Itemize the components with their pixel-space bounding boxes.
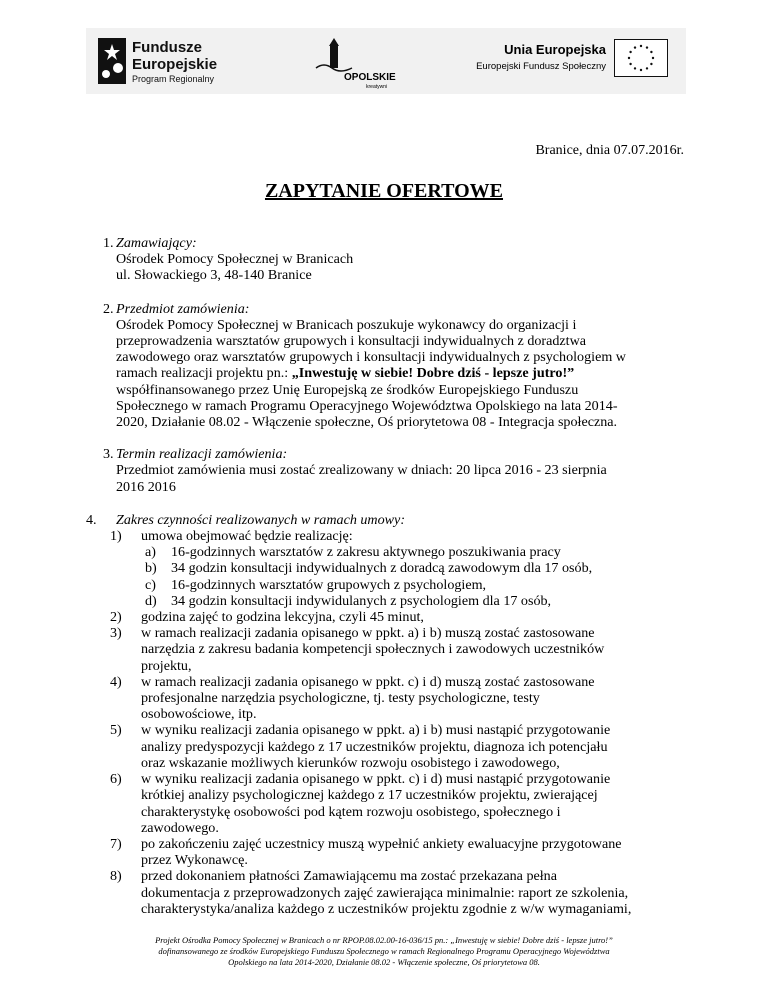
fe-line3: Program Regionalny (132, 74, 215, 84)
logo-bar (86, 28, 686, 94)
sub-item (141, 544, 686, 560)
text-line: 2016 2016 (116, 478, 176, 495)
section-przedmiot (86, 301, 686, 431)
text-line: projektu, (141, 657, 192, 674)
footer-line: Projekt Ośrodka Pomocy Społecznej w Branicach o nr RPOP.08.02.00-16-036/15 pn.: „Inwestuję w siebie! Dobre dziś - lepsze jutro!” (155, 935, 613, 945)
list-item (110, 528, 686, 609)
text-line: w ramach realizacji zadania opisanego w ppkt. c) i d) muszą zostać zastosowane (141, 673, 595, 690)
text-line: w wyniku realizacji zadania opisanego w ppkt. c) i d) musi nastąpić przygotowanie (141, 771, 611, 788)
text-line: zawodowego oraz warsztatów grupowych i konsultacji indywidualnych z psychologiem w (116, 349, 626, 366)
list-item (110, 868, 686, 917)
text-line: przeprowadzenia warsztatów grupowych i konsultacji indywidualnych z doradztwa (116, 333, 587, 350)
text-line: w ramach realizacji zadania opisanego w ppkt. a) i b) muszą zostać zastosowane (141, 625, 595, 642)
list-item (110, 722, 686, 771)
page-footer (70, 935, 698, 968)
opolskie-logo (314, 38, 404, 88)
text-line: godzina zajęć to godzina lekcyjna, czyli 45 minut, (141, 609, 424, 626)
text-line: Społecznego w ramach Programu Operacyjnego Województwa Opolskiego na lata 2014- (116, 397, 618, 414)
page-title: ZAPYTANIE OFERTOWE (264, 180, 504, 202)
section-number: 1. (103, 235, 114, 251)
text-line: zawodowego. (141, 819, 219, 836)
text-line: profesjonalne narzędzia psychologiczne, tj. testy psychologiczne, testy (141, 690, 540, 707)
fe-line1: Fundusze (132, 39, 202, 56)
section-zamawiajacy (86, 235, 686, 284)
text-line: umowa obejmować będzie realizację: (141, 528, 353, 545)
sub-letter: c) (145, 576, 156, 593)
section-heading: Zamawiający: (116, 235, 197, 251)
item-number: 7) (110, 835, 122, 852)
item-number: 5) (110, 722, 122, 739)
opolskie-tag: kreatywni (366, 84, 388, 90)
sub-item (141, 593, 686, 609)
list-item (110, 625, 686, 674)
footer-line: dofinansowanego ze środków Europejskiego Funduszu Społecznego w ramach Regionalnego Programu Operacyjnego Województwa (158, 946, 610, 956)
text-line: dokumentacja z przeprowadzonych zajęć zawierająca minimalnie: raport ze szkolenia, (141, 884, 629, 901)
text-span: ramach realizacji projektu pn.: (116, 365, 292, 382)
text-line: Ośrodek Pomocy Społecznej w Branicach poszukuje wykonawcy do organizacji i (116, 316, 577, 333)
sub-letter: b) (145, 560, 157, 577)
eu-flag-icon (614, 39, 668, 77)
date-line: Branice, dnia 07.07.2016r. (535, 143, 684, 158)
sub-letter: d) (145, 592, 157, 609)
list-item (110, 673, 686, 723)
item-number: 8) (110, 868, 122, 885)
text-line: współfinansowanego przez Unię Europejską ze środków Europejskiego Funduszu (116, 381, 579, 398)
section-number: 4. (86, 511, 97, 528)
section-heading: Zakres czynności realizowanych w ramach umowy: (116, 511, 406, 528)
tower-icon (314, 38, 354, 72)
text-line: analizy predyspozycji każdego z 17 uczestników projektu, diagnoza ich potencjału (141, 738, 608, 755)
item-number: 6) (110, 771, 122, 788)
text-line: osobowościowe, itp. (141, 706, 257, 723)
sub-list (141, 544, 686, 609)
text-line: przez Wykonawcę. (141, 852, 248, 869)
item-number: 2) (110, 609, 122, 626)
section-number: 2. (103, 300, 114, 317)
fe-line2: Europejskie (132, 56, 218, 73)
ue-line2: Europejski Fundusz Społeczny (476, 61, 606, 72)
footer-line: Opolskiego na lata 2014-2020, Działanie 08.02 - Włączenie społeczne, Oś priorytetowa 08. (228, 957, 540, 967)
text-line: narzędzia z zakresu badania kompetencji społecznych i zawodowych uczestników (141, 641, 605, 658)
ue-text (476, 42, 606, 72)
text-line: przed dokonaniem płatności Zamawiającemu ma zostać przekazana pełna (141, 868, 557, 885)
item-number: 3) (110, 625, 122, 642)
list-item (110, 771, 686, 836)
fe-star-icon (98, 38, 130, 84)
fundusze-europejskie-logo (98, 38, 248, 86)
text-line: charakterystykę osobowości pod kątem rozwoju osobistego, społecznego i (141, 803, 561, 820)
list-item (110, 609, 686, 626)
section-heading: Przedmiot zamówienia: (116, 300, 250, 317)
sub-item (141, 560, 686, 576)
text-line: po zakończeniu zajęć uczestnicy muszą wypełnić ankiety ewaluacyjne przygotowane (141, 835, 622, 852)
sub-text: 34 godzin konsultacji indywidulanych z psychologiem dla 17 osób, (171, 592, 552, 609)
ue-line1: Unia Europejska (504, 42, 606, 57)
section-heading: Termin realizacji zamówienia: (116, 446, 288, 463)
text-line: charakterystyka/analiza każdego z uczestników projektu zgodnie z w/w wymaganiami, (141, 900, 632, 917)
document-body (86, 235, 686, 917)
text-line: 2020, Działanie 08.02 - Włączenie społeczne, Oś priorytetowa 08 - Integracja społeczna. (116, 414, 618, 431)
text-line: ul. Słowackiego 3, 48-140 Branice (116, 267, 312, 284)
text-line: Przedmiot zamówienia musi zostać zrealizowany w dniach: 20 lipca 2016 - 23 sierpnia (116, 462, 607, 479)
section-zakres (86, 512, 686, 917)
text-line: w wyniku realizacji zadania opisanego w ppkt. a) i b) musi nastąpić przygotowanie (141, 722, 611, 739)
sub-item (141, 577, 686, 593)
text-line: krótkiej analizy psychologicznej każdego z 17 uczestników projektu, zwierającej (141, 787, 598, 804)
item-number: 4) (110, 673, 122, 690)
project-name: „Inwestuję w siebie! Dobre dziś - lepsze jutro!” (291, 365, 575, 382)
sub-text: 34 godzin konsultacji indywidualnych z doradcą zawodowym dla 17 osób, (171, 560, 593, 577)
text-line: oraz wskazanie możliwych kierunków rozwoju osobistego i zawodowego, (141, 754, 560, 771)
section-termin (86, 446, 686, 495)
sub-letter: a) (145, 544, 156, 561)
scope-list (110, 528, 686, 917)
section-number: 3. (103, 446, 114, 463)
text-line: Ośrodek Pomocy Społecznej w Branicach (116, 251, 354, 268)
text-line (116, 365, 686, 381)
item-number: 1) (110, 528, 122, 545)
list-item (110, 835, 686, 869)
sub-text: 16-godzinnych warsztatów z zakresu aktywnego poszukiwania pracy (171, 544, 561, 561)
opolskie-name: OPOLSKIE (344, 72, 396, 83)
sub-text: 16-godzinnych warsztatów grupowych z psychologiem, (171, 576, 487, 593)
